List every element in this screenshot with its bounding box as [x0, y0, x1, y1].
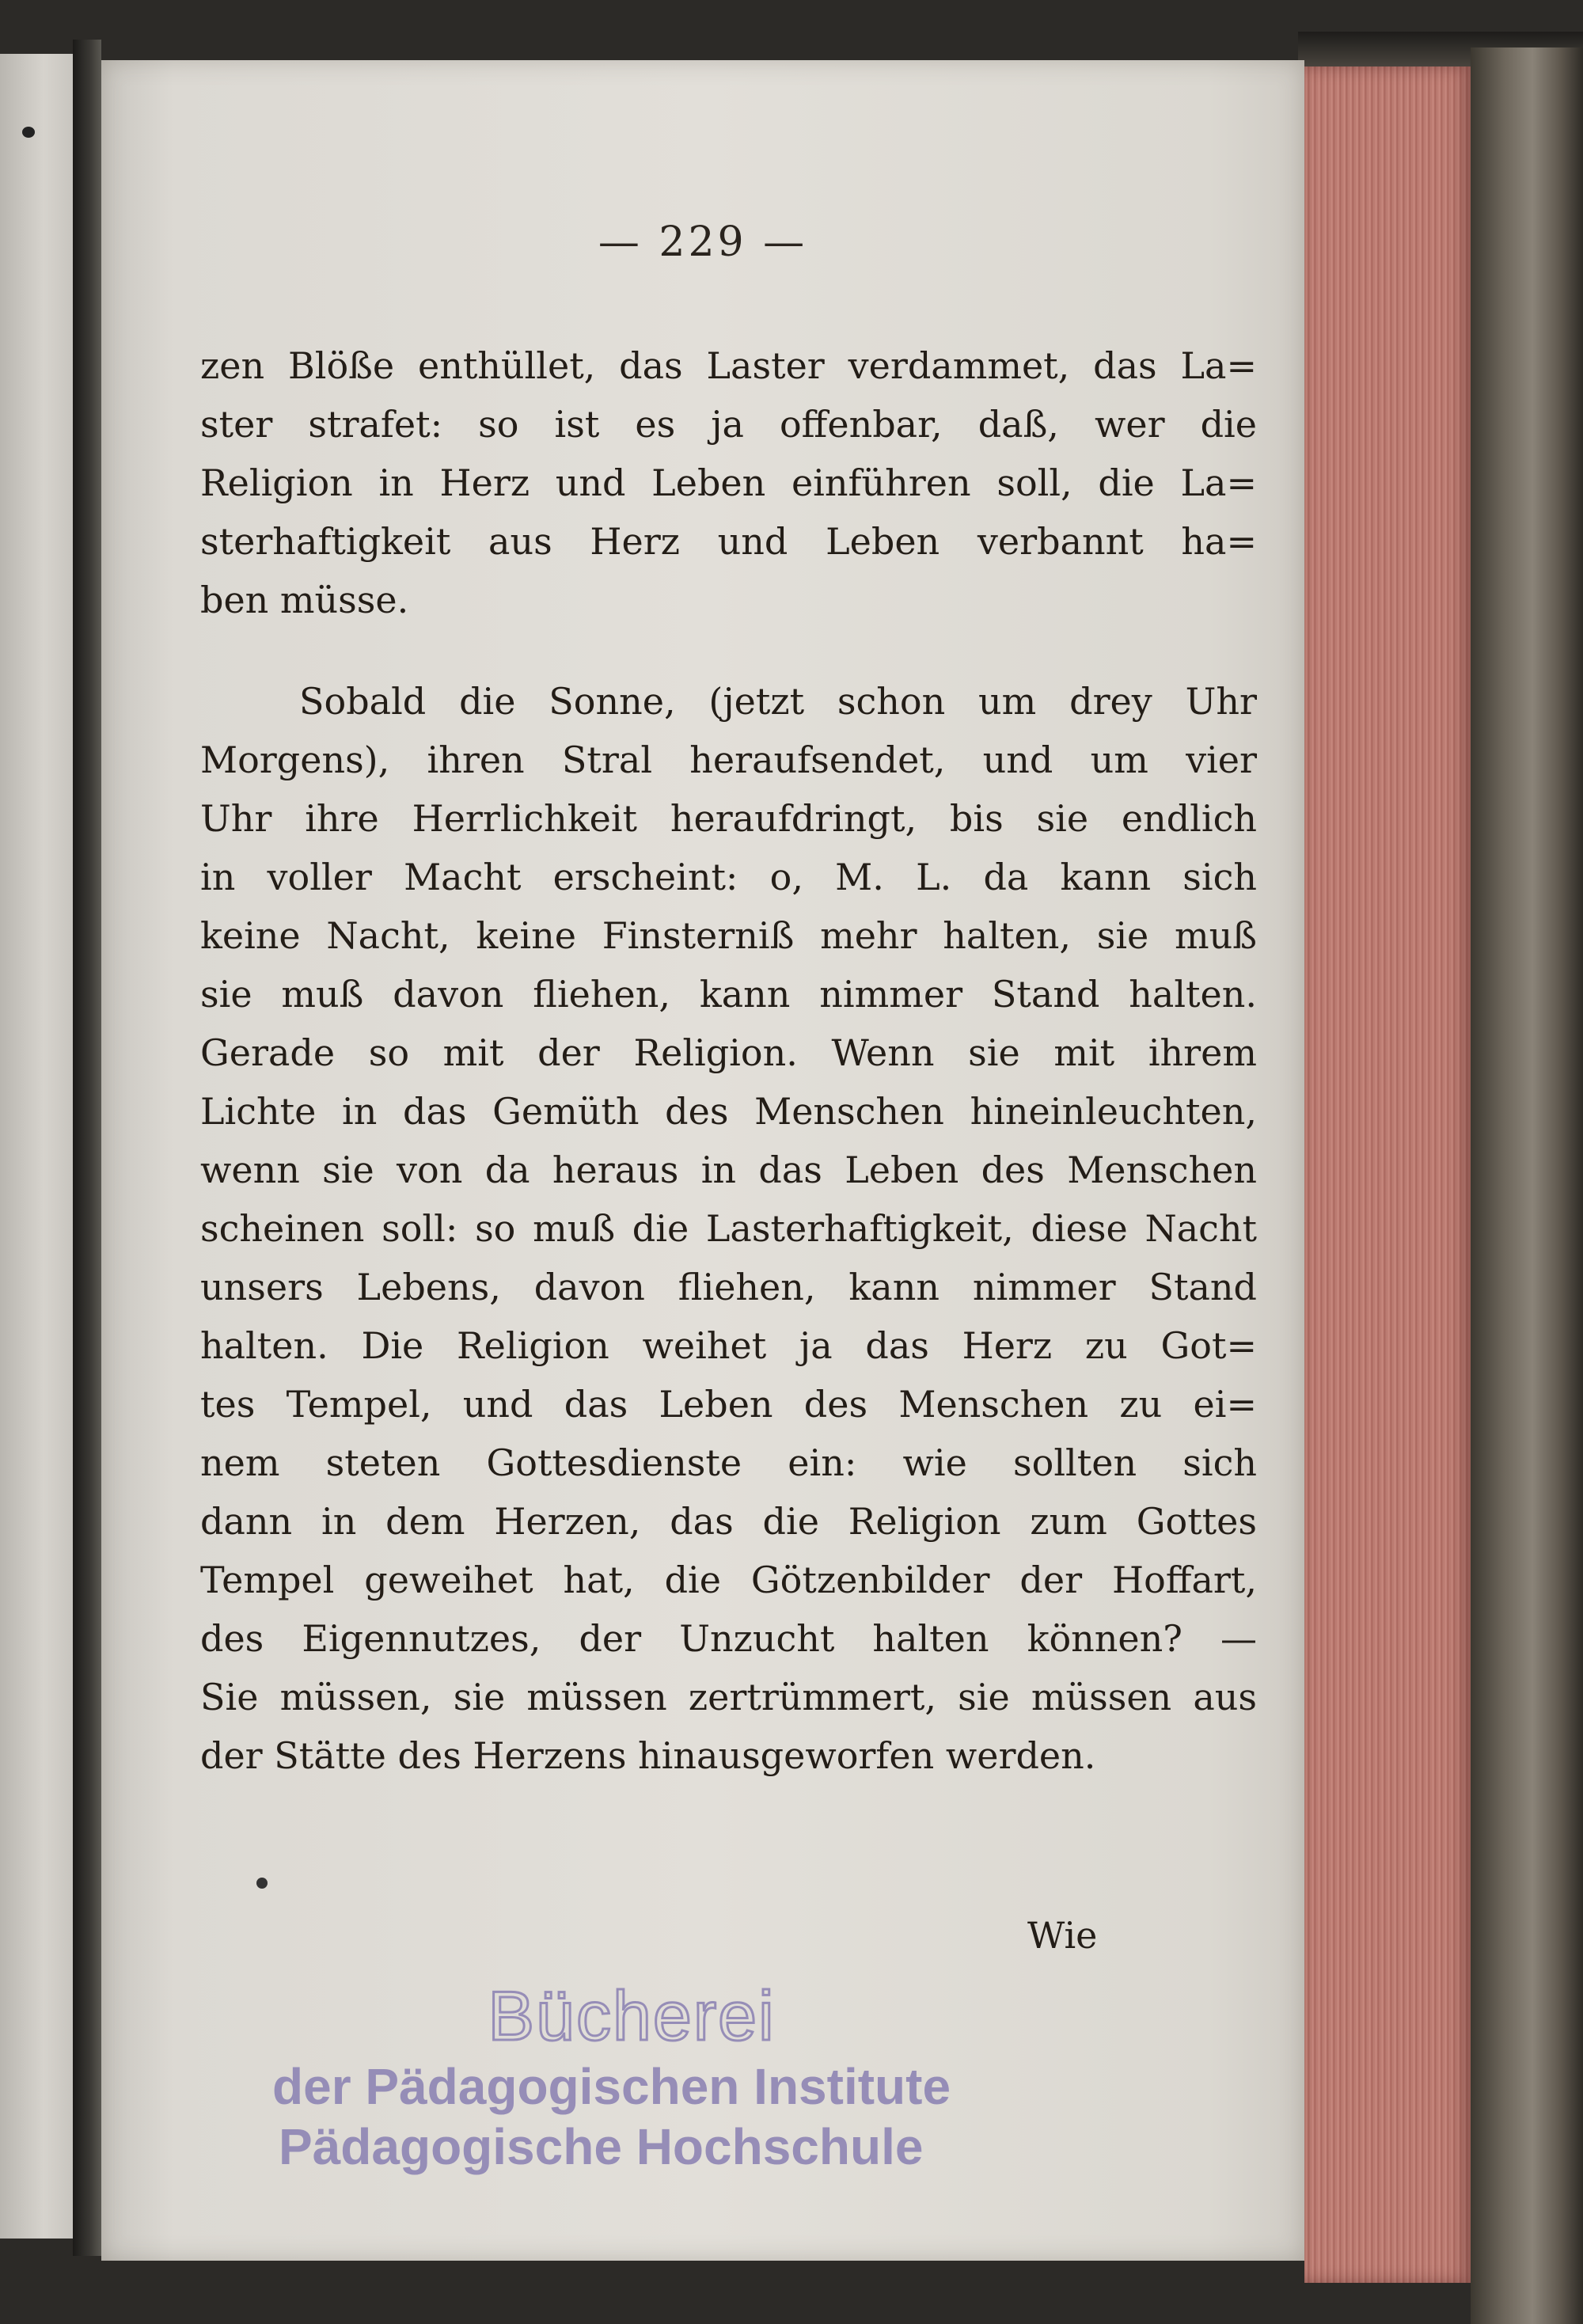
library-stamp — [260, 1976, 1051, 2177]
text-line: nem steten Gottesdienste ein: wie sollten sich — [200, 1441, 1257, 1484]
previous-page-edge — [0, 54, 73, 2239]
stamp-line: der Pädagogischen Institute — [272, 2058, 951, 2115]
text-line: Sobald die Sonne, (jetzt schon um drey Uhr — [299, 680, 1257, 723]
text-line: scheinen soll: so muß die Lasterhaftigkeit, diese Nacht — [200, 1207, 1257, 1250]
book-cover-right — [1471, 47, 1583, 2324]
text-line: Sie müssen, sie müssen zertrümmert, sie müssen aus — [200, 1676, 1257, 1718]
book-page — [101, 60, 1304, 2261]
text-line: keine Nacht, keine Finsterniß mehr halten, sie muß — [200, 914, 1257, 957]
text-line: zen Blöße enthüllet, das Laster verdammet, das La= — [200, 344, 1257, 387]
catchword: Wie — [1027, 1914, 1098, 1957]
text-line: Lichte in das Gemüth des Menschen hineinleuchten, — [200, 1090, 1257, 1133]
text-line: Gerade so mit der Religion. Wenn sie mit ihrem — [200, 1031, 1257, 1074]
text-line: Uhr ihre Herrlichkeit heraufdringt, bis sie endlich — [200, 797, 1257, 840]
page-number: — 229 — — [598, 218, 808, 266]
text-line: wenn sie von da heraus in das Leben des Menschen — [200, 1149, 1257, 1191]
book-gutter — [73, 40, 101, 2256]
text-line: Religion in Herz und Leben einführen soll, die La= — [200, 461, 1257, 504]
stamp-line: Pädagogische Hochschule — [279, 2118, 924, 2175]
ink-spot — [256, 1878, 268, 1889]
ink-spot — [22, 127, 35, 138]
page-block-edges — [1304, 66, 1471, 2283]
text-line: halten. Die Religion weihet ja das Herz zu Got= — [200, 1324, 1257, 1367]
text-line: ster strafet: so ist es ja offenbar, daß, wer die — [200, 403, 1257, 446]
text-line: unsers Lebens, davon fliehen, kann nimmer Stand — [200, 1266, 1257, 1308]
stamp-title: Bücherei — [488, 1977, 776, 2055]
text-line: tes Tempel, und das Leben des Menschen zu ei= — [200, 1383, 1257, 1426]
text-line: sterhaftigkeit aus Herz und Leben verbannt ha= — [200, 520, 1257, 563]
text-line: der Stätte des Herzens hinausgeworfen werden. — [200, 1734, 1096, 1777]
text-line: in voller Macht erscheint: o, M. L. da kann sich — [200, 856, 1257, 898]
text-line: dann in dem Herzen, das die Religion zum Gottes — [200, 1500, 1257, 1543]
text-line: des Eigennutzes, der Unzucht halten können? — — [200, 1617, 1257, 1660]
text-line: Morgens), ihren Stral heraufsendet, und um vier — [200, 739, 1257, 781]
text-line: sie muß davon fliehen, kann nimmer Stand halten. — [200, 973, 1257, 1016]
text-line: ben müsse. — [200, 579, 409, 621]
text-line: Tempel geweihet hat, die Götzenbilder der Hoffart, — [200, 1559, 1257, 1601]
